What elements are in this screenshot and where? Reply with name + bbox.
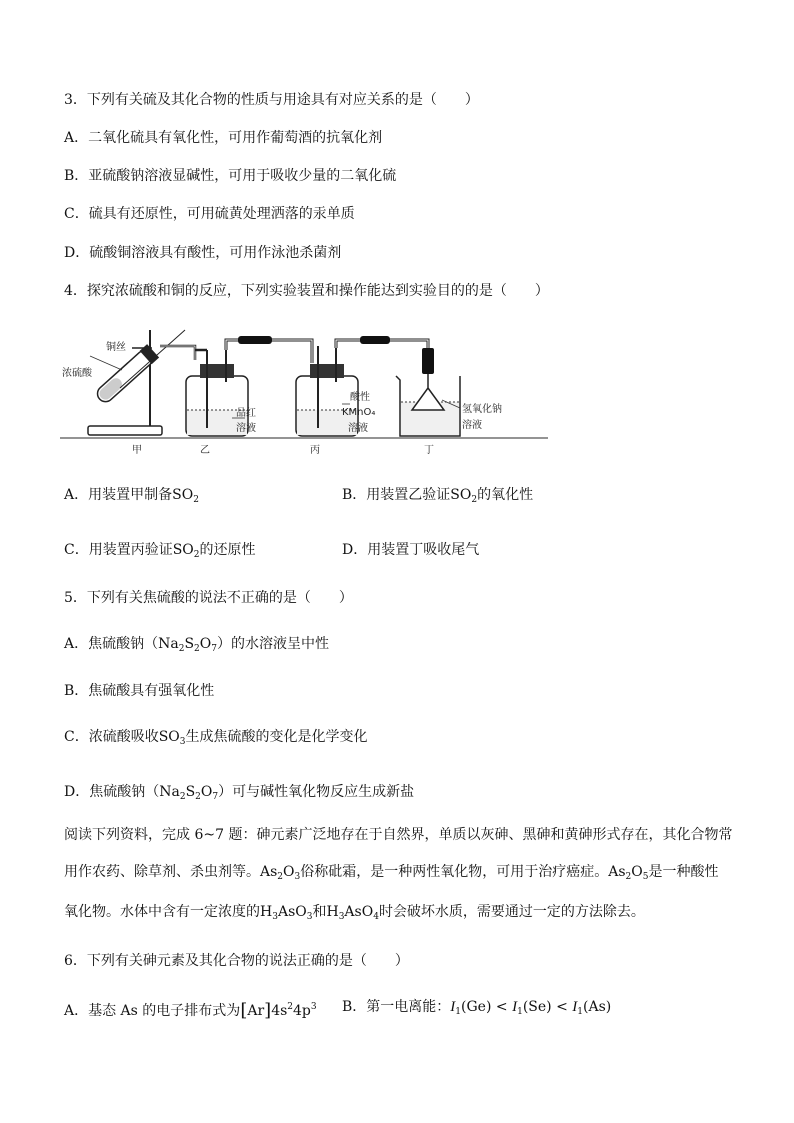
q6-option-b: B．第一电离能：$I_1(Ge) < I_1(Se) < I_1(As)$ xyxy=(342,999,612,1017)
q5-option-a: A．焦硫酸钠$(Na_2S_2O_7)$的水溶液呈中性 xyxy=(64,636,329,654)
label-acidic: 酸性 xyxy=(350,392,370,403)
q3-option-b: B．亚硫酸钠溶液显碱性，可用于吸收少量的二氧化硫 xyxy=(64,168,397,184)
passage-line-3: 氧化物。水体中含有一定浓度的$H_3AsO_3$和$H_3AsO_4$时会破坏水质，需要通过一定的方法除去。 xyxy=(64,904,645,922)
rubber-joint-3 xyxy=(422,348,434,374)
q5-option-c: C．浓硫酸吸收$SO_3$生成焦硫酸的变化是化学变化 xyxy=(64,729,368,747)
q5-option-b: B．焦硫酸具有强氧化性 xyxy=(64,683,215,699)
passage-line-1: 阅读下列资料，完成 6~7 题：砷元素广泛地存在于自然界，单质以灰砷、黑砷和黄砷形式存在，其化合物常 xyxy=(64,827,733,843)
label-naoh-1: 氢氧化钠 xyxy=(462,404,502,415)
q4-option-c: C．用装置丙验证$SO_2$的还原性 xyxy=(64,542,256,560)
label-jia: 甲 xyxy=(132,445,142,456)
passage-line-2: 用作农药、除草剂、杀虫剂等。$As_2O_3$俗称砒霜，是一种两性氧化物，可用于治疗癌症。$As_2O_5$是一种酸性 xyxy=(64,864,719,882)
q5-option-d: D．焦硫酸钠$(Na_2S_2O_7)$可与碱性氧化物反应生成新盐 xyxy=(64,784,415,802)
q4-option-a: A．用装置甲制备$SO_2$ xyxy=(64,487,199,505)
stand-base xyxy=(88,426,162,435)
rubber-joint-2 xyxy=(360,336,390,344)
q3-option-d: D．硫酸铜溶液具有酸性，可用作泳池杀菌剂 xyxy=(64,245,342,261)
q6-stem: 6．下列有关砷元素及其化合物的说法正确的是（ ） xyxy=(64,953,409,969)
q4-stem: 4．探究浓硫酸和铜的反应，下列实验装置和操作能达到实验目的的是（ ） xyxy=(64,283,549,299)
label-copper-wire: 铜丝 xyxy=(106,342,126,353)
q6-option-a: A．基态 As 的电子排布式为$[Ar]4s^24p^3$ xyxy=(64,1000,317,1021)
label-kmno4-solution: 溶液 xyxy=(348,423,368,434)
label-ding: 丁 xyxy=(424,445,434,456)
label-yi: 乙 xyxy=(200,445,210,456)
label-conc-acid: 浓硫酸 xyxy=(62,368,92,379)
q3-option-c: C．硫具有还原性，可用硫黄处理洒落的汞单质 xyxy=(64,206,355,222)
q3-option-a: A．二氧化硫具有氧化性，可用作葡萄酒的抗氧化剂 xyxy=(64,130,383,146)
apparatus-figure xyxy=(60,318,548,464)
label-naoh-2: 溶液 xyxy=(462,420,482,431)
beaker-ding xyxy=(396,374,460,436)
label-fuchsin-2: 溶液 xyxy=(236,423,256,434)
rubber-joint-1 xyxy=(238,336,272,344)
q3-stem: 3．下列有关硫及其化合物的性质与用途具有对应关系的是（ ） xyxy=(64,92,479,108)
q4-option-b: B．用装置乙验证$SO_2$的氧化性 xyxy=(342,487,534,505)
q4-option-d: D．用装置丁吸收尾气 xyxy=(342,542,480,558)
label-bing: 丙 xyxy=(310,445,320,456)
label-kmno4: KMnO₄ xyxy=(342,407,376,418)
q5-stem: 5．下列有关焦硫酸的说法不正确的是（ ） xyxy=(64,590,353,606)
label-fuchsin-1: 品红 xyxy=(236,408,256,419)
copper-wire xyxy=(120,330,185,388)
